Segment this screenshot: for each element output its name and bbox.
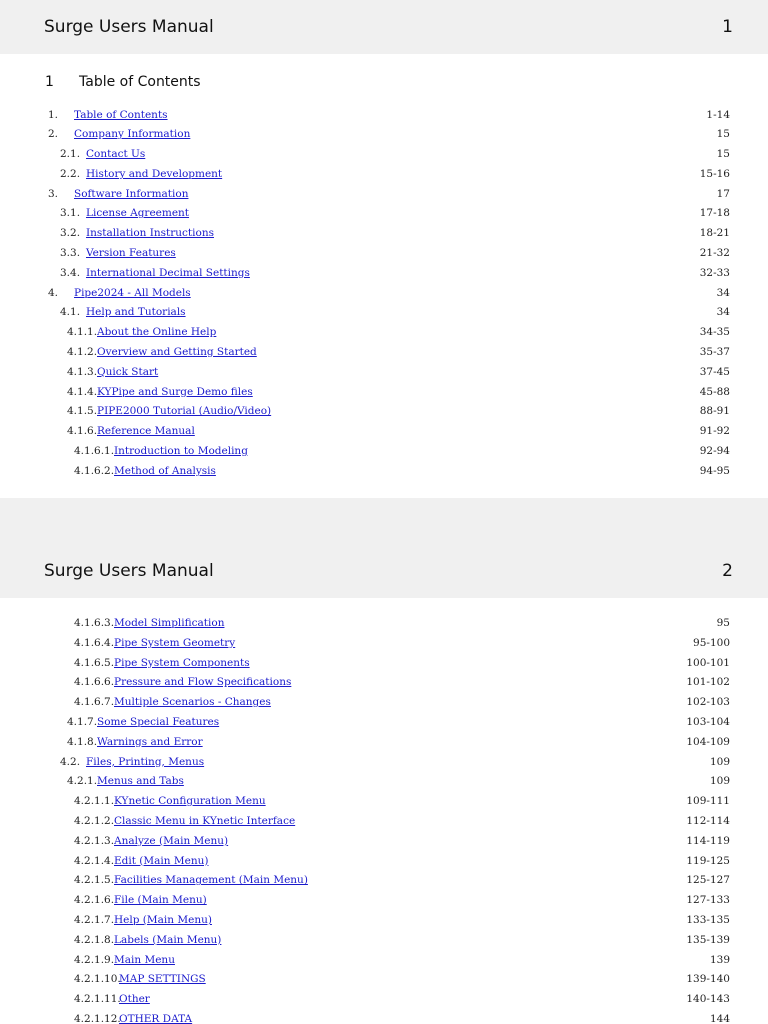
toc-list [0,614,768,1024]
toc-entry-pages: 133-135 [686,913,730,926]
toc-entry-number: 4.2.1.11. [74,993,121,1006]
toc-entry-link[interactable]: Files, Printing, Menus [86,755,205,768]
toc-entry [0,693,768,713]
toc-entry-number: 4.1.1. [67,326,98,339]
toc-entry [0,673,768,693]
toc-entry [0,284,768,304]
toc-entry-number: 3.2. [60,227,81,240]
toc-entry-number: 4. [48,286,59,299]
toc-entry [0,931,768,951]
toc-entry-pages: 127-133 [686,894,730,907]
toc-entry-number: 3.3. [60,247,81,260]
toc-entry-pages: 1-14 [706,108,730,121]
toc-entry-number: 2.1. [60,148,81,161]
toc-entry-pages: 102-103 [686,696,730,709]
toc-entry-pages: 109 [709,755,730,768]
toc-entry [0,323,768,343]
toc-entry-link[interactable]: Introduction to Modeling [114,445,248,458]
toc-entry-link[interactable]: About the Online Help [97,326,217,339]
toc-entry-pages: 100-101 [686,656,730,669]
toc-entry-number: 4.1.6.7. [74,696,115,709]
toc-entry-link[interactable]: Pipe System Geometry [114,636,236,649]
page-number: 1 [722,17,733,37]
toc-entry [0,1010,768,1024]
toc-entry [0,383,768,403]
toc-entry-number: 4.2. [60,755,81,768]
toc-entry-number: 4.2.1.1. [74,795,115,808]
toc-entry-number: 2.2. [60,167,81,180]
toc-entry-pages: 103-104 [686,715,730,728]
toc-entry [0,614,768,634]
toc-entry-number: 4.2.1.8. [74,933,115,946]
toc-entry-pages: 139-140 [686,973,730,986]
page-separator [0,498,768,544]
toc-entry-link[interactable]: Some Special Features [97,715,220,728]
toc-entry-pages: 101-102 [686,676,730,689]
toc-entry [0,832,768,852]
toc-entry-number: 4.2.1.12. [74,1012,121,1024]
toc-entry-number: 4.2.1.7. [74,913,115,926]
toc-entry [0,204,768,224]
page-number: 2 [722,561,733,581]
toc-entry-link[interactable]: History and Development [86,167,223,180]
toc-entry-pages: 15 [716,148,730,161]
toc-entry-pages: 34 [716,306,730,319]
toc-entry-link[interactable]: KYnetic Configuration Menu [114,795,266,808]
toc-entry-pages: 34 [716,286,730,299]
toc-entry-link[interactable]: Reference Manual [97,425,195,438]
toc-entry [0,891,768,911]
toc-heading-text: Table of Contents [79,74,201,90]
toc-entry [0,462,768,482]
toc-entry-link[interactable]: MAP SETTINGS [119,973,206,986]
toc-entry-link[interactable]: Overview and Getting Started [97,346,257,359]
toc-entry [0,634,768,654]
toc-entry-pages: 109-111 [686,795,730,808]
toc-entry-link[interactable]: Classic Menu in KYnetic Interface [114,814,296,827]
toc-entry [0,244,768,264]
toc-entry-number: 4.1.6.5. [74,656,115,669]
toc-entry-pages: 15 [716,128,730,141]
toc-entry-link[interactable]: Table of Contents [74,108,168,121]
toc-entry-link[interactable]: Quick Start [97,365,159,378]
toc-entry-pages: 21-32 [699,247,730,260]
toc-entry-pages: 88-91 [699,405,730,418]
page-header [0,544,768,598]
toc-entry-link[interactable]: Main Menu [114,953,175,966]
toc-entry-number: 4.1. [60,306,81,319]
toc-entry [0,185,768,205]
toc-entry-link[interactable]: Help (Main Menu) [114,913,212,926]
toc-entry [0,363,768,383]
toc-entry-pages: 18-21 [699,227,730,240]
toc-entry [0,422,768,442]
toc-entry-number: 1. [48,108,59,121]
toc-entry-number: 4.1.6.3. [74,617,115,629]
toc-entry-number: 2. [48,128,59,141]
toc-entry-link[interactable]: File (Main Menu) [114,894,207,907]
toc-entry [0,343,768,363]
toc-entry-link[interactable]: Warnings and Error [97,735,203,748]
toc-entry [0,224,768,244]
toc-entry-link[interactable]: Model Simplification [114,617,225,629]
toc-entry-pages: 135-139 [686,933,730,946]
toc-entry [0,792,768,812]
toc-entry-link[interactable]: Method of Analysis [114,464,216,477]
toc-entry [0,402,768,422]
toc-entry-number: 4.1.8. [67,735,98,748]
toc-entry-link[interactable]: Other [119,993,150,1006]
toc-entry [0,951,768,971]
toc-entry-pages: 17-18 [699,207,730,220]
toc-entry [0,442,768,462]
toc-entry-link[interactable]: Analyze (Main Menu) [114,834,229,847]
toc-entry-link[interactable]: Company Information [74,128,191,141]
toc-entry-pages: 144 [709,1012,730,1024]
toc-entry-number: 4.1.2. [67,346,98,359]
toc-entry-number: 4.2.1.5. [74,874,115,887]
toc-entry [0,654,768,674]
toc-entry-link[interactable]: OTHER DATA [119,1012,193,1024]
toc-entry-link[interactable]: Software Information [74,187,189,200]
toc-entry-link[interactable]: Pipe2024 - All Models [74,286,191,299]
toc-entry [0,970,768,990]
toc-entry-pages: 94-95 [699,464,730,477]
toc-entry-number: 4.2.1.9. [74,953,115,966]
toc-entry-link[interactable]: Pressure and Flow Specifications [114,676,292,689]
toc-entry-link[interactable]: Labels (Main Menu) [114,933,222,946]
toc-entry [0,106,768,126]
toc-entry-link[interactable]: Help and Tutorials [86,306,186,319]
toc-entry [0,753,768,773]
toc-entry-pages: 139 [709,953,730,966]
toc-entry [0,911,768,931]
toc-entry-link[interactable]: International Decimal Settings [86,266,250,279]
toc-entry-number: 4.1.7. [67,715,98,728]
toc-entry-link[interactable]: KYPipe and Surge Demo files [97,385,253,398]
toc-entry [0,125,768,145]
toc-entry [0,871,768,891]
toc-entry-number: 4.1.5. [67,405,98,418]
toc-entry-number: 3.1. [60,207,81,220]
toc-entry-pages: 125-127 [686,874,730,887]
page-header [0,0,768,54]
toc-entry-number: 4.1.4. [67,385,98,398]
toc-entry-number: 4.2.1.6. [74,894,115,907]
toc-heading [45,74,201,90]
toc-entry-pages: 15-16 [699,167,730,180]
toc-entry-number: 4.2.1.4. [74,854,115,867]
toc-entry [0,165,768,185]
toc-entry-link[interactable]: Contact Us [86,148,146,161]
toc-entry-number: 4.2.1.3. [74,834,115,847]
toc-entry-link[interactable]: PIPE2000 Tutorial (Audio/Video) [97,405,272,418]
toc-entry-number: 4.2.1.2. [74,814,115,827]
toc-entry-pages: 112-114 [686,814,730,827]
toc-entry-link[interactable]: Multiple Scenarios - Changes [114,696,271,709]
toc-entry-pages: 109 [709,775,730,788]
toc-entry-pages: 35-37 [699,346,730,359]
toc-entry [0,713,768,733]
toc-entry-pages: 17 [716,187,730,200]
toc-entry [0,772,768,792]
toc-entry [0,812,768,832]
toc-entry-pages: 95-100 [693,636,730,649]
toc-entry-pages: 92-94 [699,445,730,458]
toc-entry-number: 4.1.6. [67,425,98,438]
toc-entry-pages: 95 [716,617,730,629]
toc-entry-pages: 114-119 [686,834,730,847]
toc-entry [0,990,768,1010]
toc-entry-pages: 119-125 [686,854,730,867]
toc-entry-link[interactable]: Version Features [86,247,176,260]
toc-entry-number: 4.1.6.4. [74,636,115,649]
document-title: Surge Users Manual [44,17,214,37]
toc-entry-link[interactable]: Pipe System Components [114,656,250,669]
toc-entry [0,145,768,165]
toc-entry-link[interactable]: Edit (Main Menu) [114,854,209,867]
document-title: Surge Users Manual [44,561,214,581]
toc-entry-link[interactable]: Facilities Management (Main Menu) [114,874,308,887]
toc-entry-pages: 140-143 [686,993,730,1006]
toc-entry-pages: 34-35 [699,326,730,339]
toc-entry-link[interactable]: License Agreement [86,207,190,220]
toc-entry-number: 3. [48,187,59,200]
toc-entry-pages: 37-45 [699,365,730,378]
toc-entry-pages: 45-88 [699,385,730,398]
toc-entry [0,264,768,284]
toc-entry-pages: 104-109 [686,735,730,748]
toc-entry [0,852,768,872]
toc-entry-pages: 32-33 [699,266,730,279]
toc-entry-number: 4.1.6.1. [74,445,115,458]
toc-list [0,106,768,482]
toc-entry-number: 4.1.3. [67,365,98,378]
toc-heading-number: 1 [45,74,54,90]
toc-entry-number: 4.2.1. [67,775,98,788]
toc-entry [0,303,768,323]
toc-entry-number: 3.4. [60,266,81,279]
toc-entry-number: 4.1.6.6. [74,676,115,689]
toc-entry-number: 4.1.6.2. [74,464,115,477]
toc-entry-link[interactable]: Installation Instructions [86,227,214,240]
toc-entry-number: 4.2.1.10. [74,973,121,986]
toc-entry-pages: 91-92 [699,425,730,438]
toc-entry-link[interactable]: Menus and Tabs [97,775,184,788]
toc-entry [0,733,768,753]
